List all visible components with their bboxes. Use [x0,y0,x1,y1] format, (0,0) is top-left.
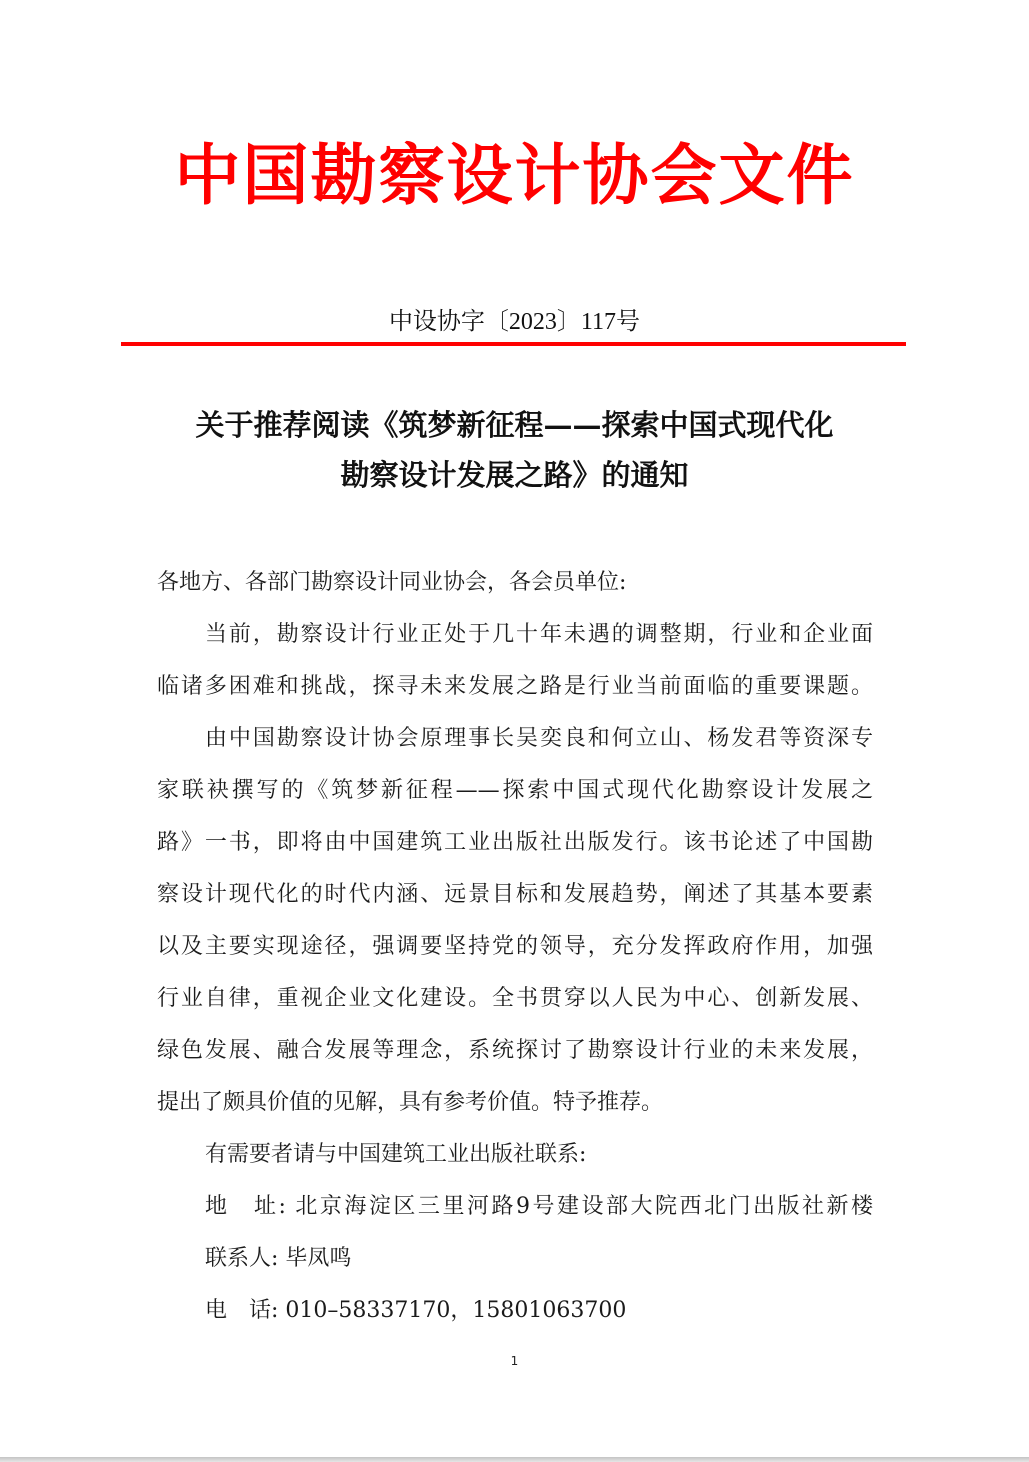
paragraph-2-line: 提出了颇具价值的见解，具有参考价值。特予推荐。 [157,1090,664,1115]
contact-person: 联系人: 毕凤鸣 [205,1246,352,1271]
paragraph-2-line: 绿色发展、融合发展等理念，系统探讨了勘察设计行业的未来发展， [157,1038,873,1063]
paragraph-2-line: 行业自律，重视企业文化建设。全书贯穿以人民为中心、创新发展、 [157,986,873,1011]
paragraph-2-line: 察设计现代化的时代内涵、远景目标和发展趋势，阐述了其基本要素 [157,882,873,907]
paragraph-2-line: 家联袂撰写的《筑梦新征程——探索中国式现代化勘察设计发展之 [157,778,873,803]
paragraph-2-line: 以及主要实现途径，强调要坚持党的领导，充分发挥政府作用，加强 [157,934,873,959]
paragraph-1-line: 临诸多困难和挑战，探寻未来发展之路是行业当前面临的重要课题。 [157,674,873,699]
red-divider-rule [121,342,906,346]
masthead-title: 中国勘察设计协会文件 [174,136,855,214]
paragraph-2-line: 由中国勘察设计协会原理事长吴奕良和何立山、杨发君等资深专 [205,726,873,751]
paragraph-1-line: 当前，勘察设计行业正处于几十年未遇的调整期，行业和企业面 [205,622,873,647]
paragraph-2-line: 路》一书，即将由中国建筑工业出版社出版发行。该书论述了中国勘 [157,830,873,855]
notice-title-line-2: 勘察设计发展之路》的通知 [340,458,689,492]
contact-intro: 有需要者请与中国建筑工业出版社联系: [205,1142,587,1167]
page-bottom-edge [0,1457,1029,1462]
notice-title-line-1: 关于推荐阅读《筑梦新征程——探索中国式现代化 [195,408,834,442]
contact-address: 地 址: 北京海淀区三里河路9号建设部大院西北门出版社新楼 [205,1194,873,1219]
salutation: 各地方、各部门勘察设计同业协会，各会员单位: [157,570,627,595]
document-number: 中设协字〔2023〕117号 [388,309,641,335]
page-number: 1 [510,1354,519,1368]
contact-phone: 电 话: 010–58337170，15801063700 [205,1298,627,1323]
